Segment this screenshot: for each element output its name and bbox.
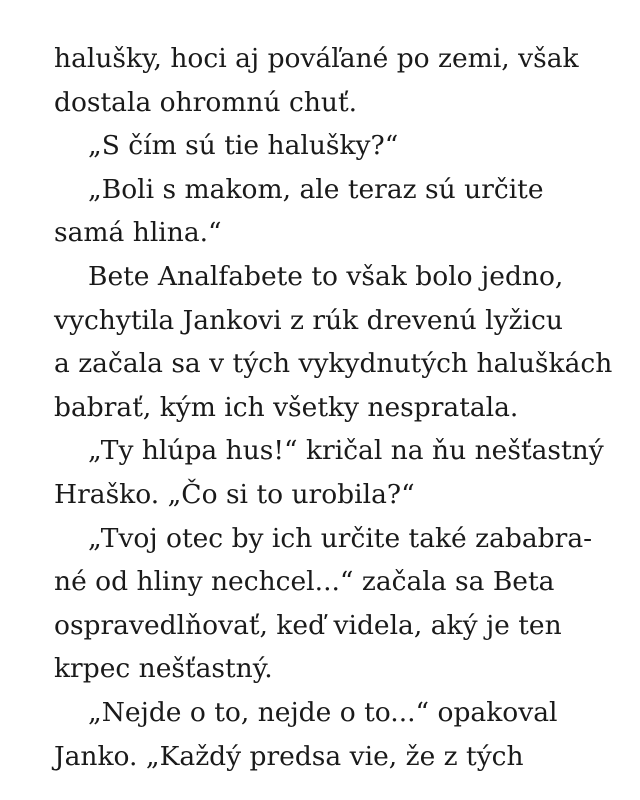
text-line: Janko. „Každý predsa vie, že z tých <box>54 740 524 772</box>
text-line: vychytila Jankovi z rúk drevenú lyžicu <box>54 304 563 336</box>
text-line: samá hlina.“ <box>54 217 222 249</box>
text-line: krpec nešťastný. <box>54 653 273 685</box>
text-line: Hraško. „Čo si to urobila?“ <box>54 478 415 510</box>
text-line: ospravedlňovať, keď videla, aký je ten <box>54 609 562 641</box>
text-line: dostala ohromnú chuť. <box>54 86 358 118</box>
text-line: né od hliny nechcel...“ začala sa Beta <box>54 566 555 598</box>
text-line: a začala sa v tých vykydnutých haluškách <box>54 348 613 380</box>
text-line: halušky, hoci aj pováľané po zemi, však <box>54 43 579 74</box>
text-line: „Ty hlúpa hus!“ kričal na ňu nešťastný <box>88 435 604 467</box>
text-line: babrať, kým ich všetky nespratala. <box>54 391 519 423</box>
text-line: „Boli s makom, ale teraz sú určite <box>88 173 544 205</box>
text-line: „Tvoj otec by ich určite také zababra- <box>88 522 593 554</box>
text-line: „Nejde o to, nejde o to...“ opakoval <box>88 696 558 728</box>
text-line: Bete Analfabete to však bolo jedno, <box>88 260 564 292</box>
text-line: „S čím sú tie halušky?“ <box>88 130 399 162</box>
